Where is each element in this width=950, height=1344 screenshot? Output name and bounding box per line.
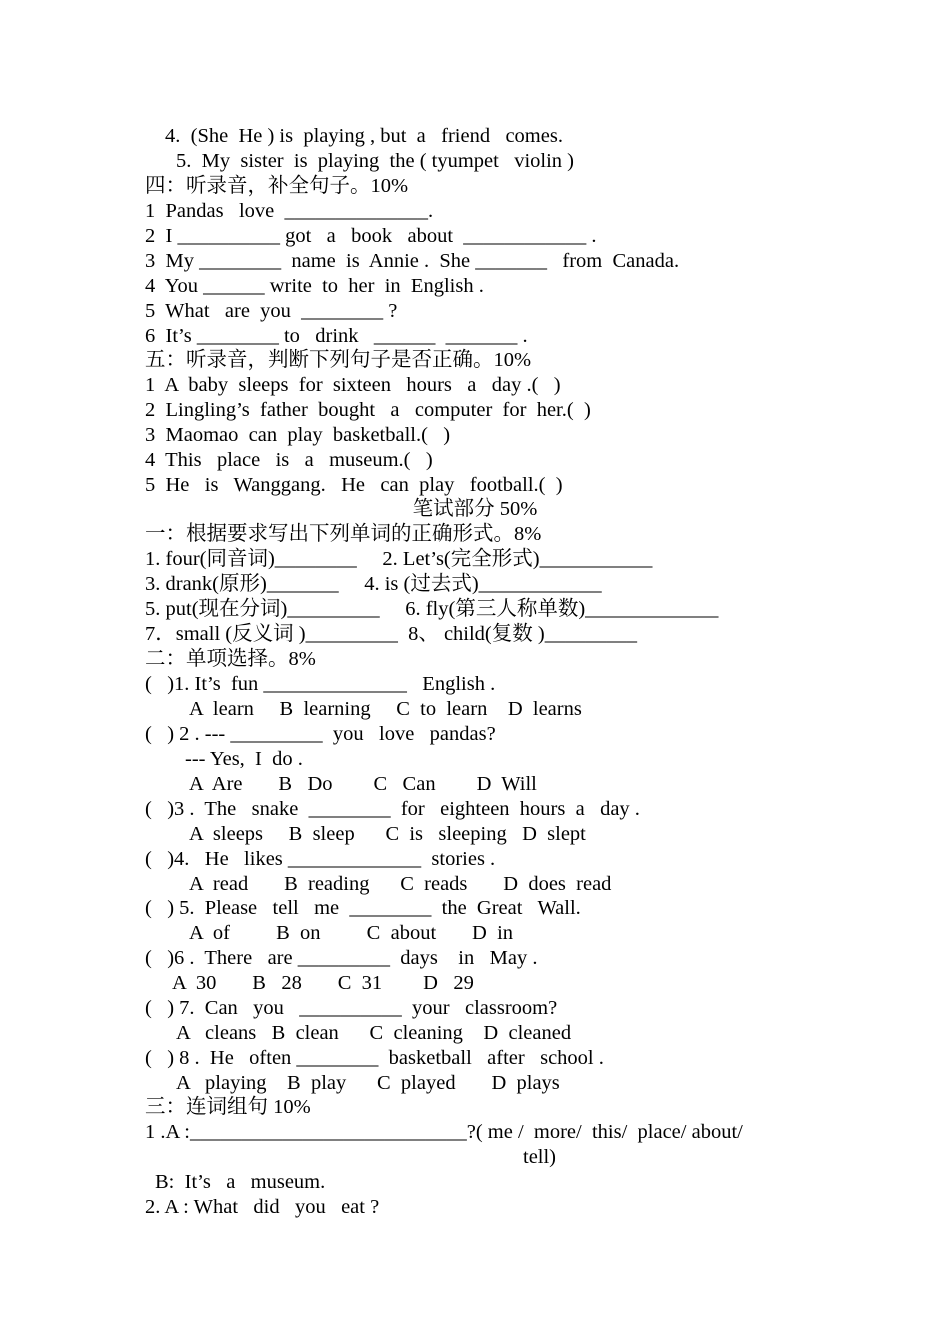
section-heading: 四：听录音，补全句子。10% — [145, 175, 409, 197]
answer-options: A playing B play C played D plays — [176, 1072, 560, 1094]
answer-options: A of B on C about D in — [189, 922, 514, 944]
question-line: ( ) 7. Can you __________ your classroom? — [145, 997, 558, 1019]
question-line: 4 You ______ write to her in English . — [145, 275, 484, 297]
question-line: 4. (She He ) is playing , but a friend comes. — [165, 125, 563, 147]
question-line: 5 He is Wanggang. He can play football.( ) — [145, 474, 563, 496]
question-line: ( ) 2 . --- _________ you love pandas? — [145, 723, 496, 745]
question-line: 2 Lingling’s father bought a computer for her.( ) — [145, 399, 591, 421]
question-line: 7．small (反义词 )_________ 8、 child(复数 )_________ — [145, 623, 637, 645]
question-line: 2 I __________ got a book about ____________ . — [145, 225, 597, 247]
answer-options: A learn B learning C to learn D learns — [189, 698, 582, 720]
answer-options: A sleeps B sleep C is sleeping D slept — [189, 823, 586, 845]
answer-options: A read B reading C reads D does read — [189, 873, 612, 895]
question-line: 5 What are you ________ ? — [145, 300, 398, 322]
question-line-wrap: tell) — [523, 1146, 557, 1168]
question-line: 5. My sister is playing the ( tyumpet violin ) — [176, 150, 575, 172]
question-line: 1 Pandas love ______________. — [145, 200, 434, 222]
question-line: 2. A : What did you eat ? — [145, 1196, 380, 1218]
answer-options: A 30 B 28 C 31 D 29 — [172, 972, 474, 994]
question-line: 3 Maomao can play basketball.( ) — [145, 424, 451, 446]
question-line: 3 My ________ name is Annie . She _______ from Canada. — [145, 250, 680, 272]
section-heading: 二：单项选择。8% — [145, 648, 316, 670]
question-line: 5. put(现在分词)_________ 6. fly(第三人称单数)_____________ — [145, 598, 719, 620]
section-heading: 三：连词组句 10% — [145, 1096, 311, 1118]
question-line: ( )6 . There are _________ days in May . — [145, 947, 538, 969]
question-line: 4 This place is a museum.( ) — [145, 449, 433, 471]
question-line: 1 .A :___________________________?( me / more/ this/ place/ about/ — [145, 1121, 743, 1143]
question-line: ( )4. He likes _____________ stories . — [145, 848, 496, 870]
dialogue-line: --- Yes, I do . — [185, 748, 303, 770]
question-line: 1 A baby sleeps for sixteen hours a day .( ) — [145, 374, 561, 396]
question-line: 3. drank(原形)_______ 4. is (过去式)____________ — [145, 573, 602, 595]
question-line: 6 It’s ________ to drink ______ _______ . — [145, 325, 528, 347]
question-line: ( )1. It’s fun ______________ English . — [145, 673, 496, 695]
answer-options: A Are B Do C Can D Will — [189, 773, 537, 795]
section-heading: 一：根据要求写出下列单词的正确形式。8% — [145, 523, 542, 545]
answer-options: A cleans B clean C cleaning D cleaned — [176, 1022, 572, 1044]
question-line: ( )3 . The snake ________ for eighteen hours a day . — [145, 798, 640, 820]
section-heading: 五：听录音，判断下列句子是否正确。10% — [145, 349, 532, 371]
question-line: 1. four(同音词)________ 2. Let’s(完全形式)___________ — [145, 548, 653, 570]
question-line: ( ) 8 . He often ________ basketball after school . — [145, 1047, 604, 1069]
dialogue-line: B: It’s a museum. — [155, 1171, 326, 1193]
part-title: 笔试部分 50% — [412, 498, 538, 520]
question-line: ( ) 5. Please tell me ________ the Great Wall. — [145, 897, 581, 919]
